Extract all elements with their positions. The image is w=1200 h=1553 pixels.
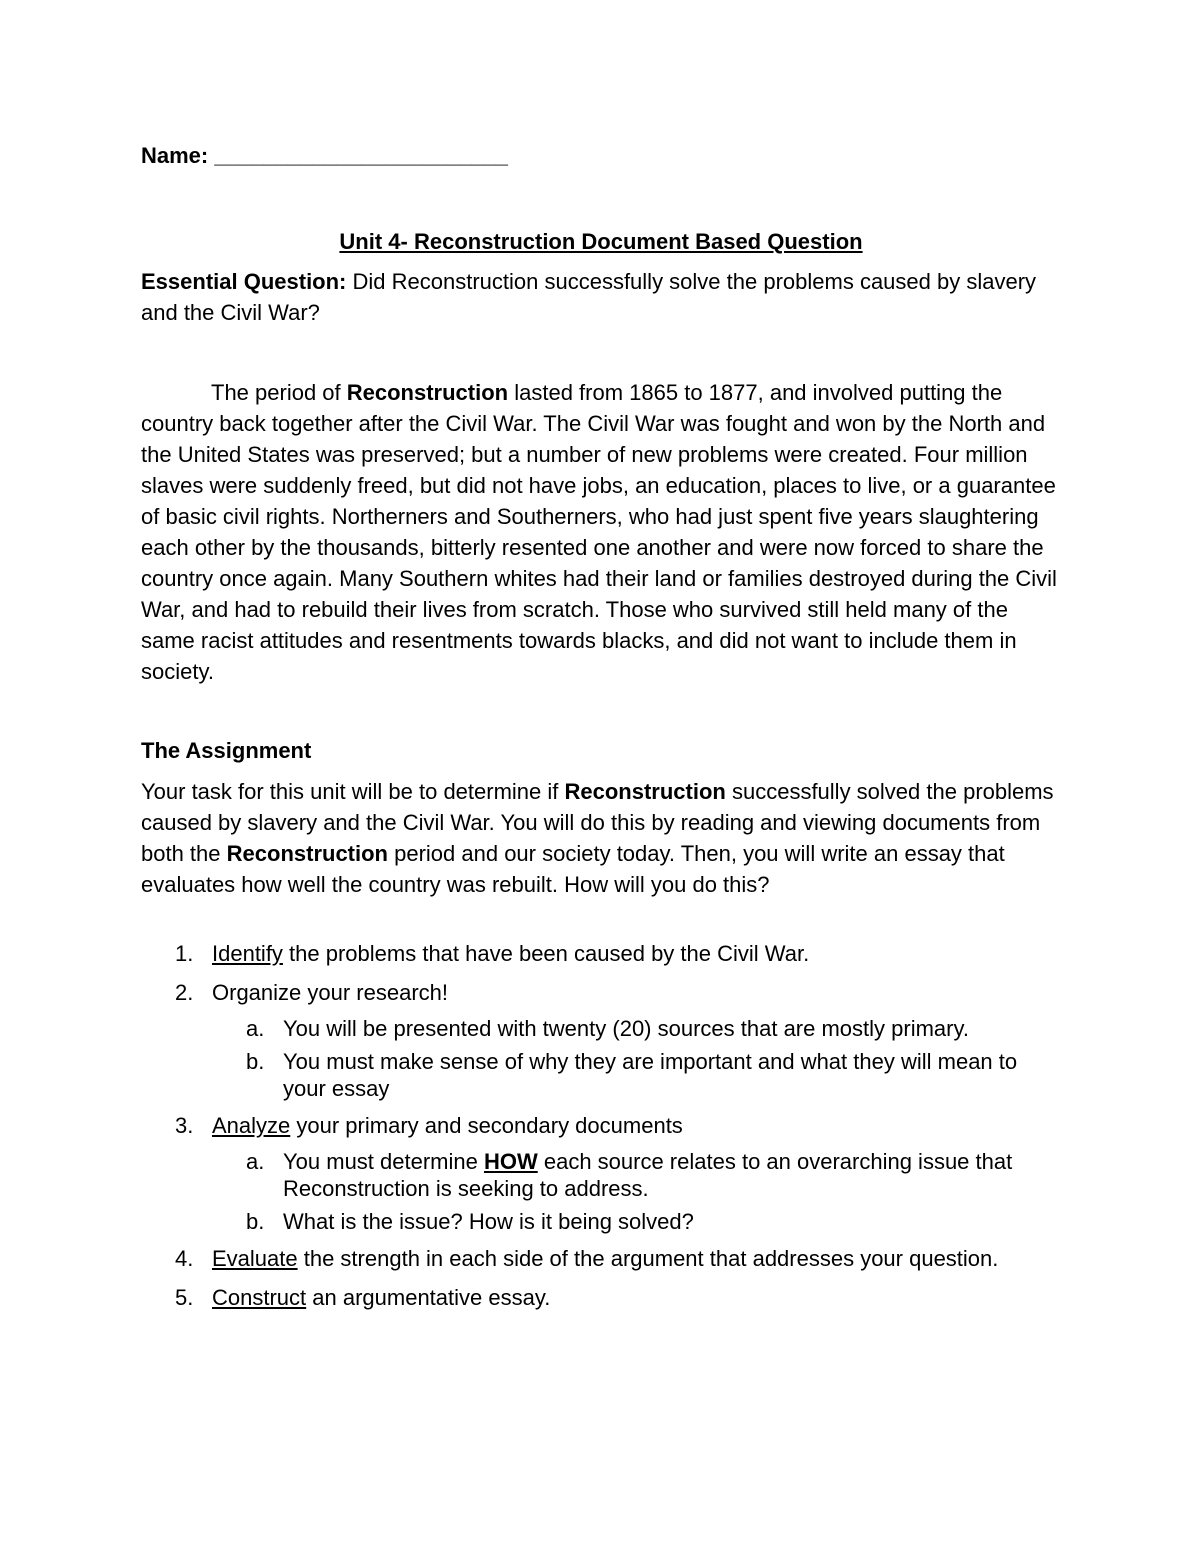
- document-page: [141, 140, 1061, 1321]
- step-keyword: Identify: [212, 941, 283, 966]
- step-keyword: Construct: [212, 1285, 307, 1310]
- sub-letter: b.: [246, 1209, 265, 1234]
- step-item: [141, 1243, 1061, 1274]
- step-number: 4.: [175, 1246, 194, 1271]
- step-text: the problems that have been caused by the Civil War.: [282, 941, 810, 966]
- essential-question-label: Essential Question:: [141, 269, 347, 294]
- sub-text: You must determine: [283, 1149, 484, 1174]
- step-item: [141, 938, 1061, 969]
- page-title: Unit 4- Reconstruction Document Based Question: [339, 229, 863, 254]
- sub-list: [212, 1015, 1061, 1102]
- sub-text: each source relates to an overarching issue that Reconstruction is seeking to address.: [283, 1149, 1013, 1201]
- sub-emphasis: HOW: [483, 1149, 538, 1174]
- essential-question: [141, 266, 1061, 328]
- sub-letter: a.: [246, 1016, 265, 1041]
- sub-list: [212, 1148, 1061, 1235]
- sub-item: [212, 1015, 1061, 1042]
- sub-text: You must make sense of why they are important and what they will mean to your essay: [283, 1049, 1018, 1101]
- sub-item: [212, 1208, 1061, 1235]
- assignment-text-1: Your task for this unit will be to determine if: [141, 779, 565, 804]
- step-number: 3.: [175, 1113, 194, 1138]
- intro-bold-term: Reconstruction: [346, 380, 509, 405]
- sub-letter: a.: [246, 1149, 265, 1174]
- sub-item: [212, 1048, 1061, 1102]
- assignment-heading: The Assignment: [141, 738, 312, 763]
- sub-text: What is the issue? How is it being solved?: [283, 1209, 694, 1234]
- step-keyword: Evaluate: [212, 1246, 298, 1271]
- intro-paragraph: [141, 377, 1061, 687]
- name-field-label: Name: ________________________: [141, 143, 509, 168]
- steps-list: [141, 938, 1061, 1313]
- assignment-paragraph: [141, 776, 1061, 900]
- step-number: 2.: [175, 980, 194, 1005]
- intro-text-1: The period of: [211, 380, 347, 405]
- step-item: [141, 1110, 1061, 1235]
- step-text: the strength in each side of the argument that addresses your question.: [297, 1246, 999, 1271]
- step-text: an argumentative essay.: [306, 1285, 551, 1310]
- step-text: your primary and secondary documents: [290, 1113, 683, 1138]
- step-item: [141, 1282, 1061, 1313]
- assignment-text-2: successfully solved the problems caused by slavery and the Civil War. You will do this by reading and viewing documents from both the: [141, 779, 1054, 866]
- assignment-bold-1: Reconstruction: [564, 779, 726, 804]
- sub-letter: b.: [246, 1049, 265, 1074]
- step-text: Organize your research!: [212, 980, 448, 1005]
- step-number: 5.: [175, 1285, 194, 1310]
- essential-question-text: Did Reconstruction successfully solve the problems caused by slavery and the Civil War?: [141, 269, 1037, 325]
- step-keyword: Analyze: [212, 1113, 291, 1138]
- sub-item: [212, 1148, 1061, 1202]
- assignment-text-3: period and our society today. Then, you will write an essay that evaluates how well the country was rebuilt. How will you do this?: [141, 841, 1005, 897]
- sub-text: You will be presented with twenty (20) sources that are mostly primary.: [283, 1016, 969, 1041]
- step-item: [141, 977, 1061, 1102]
- assignment-bold-2: Reconstruction: [226, 841, 388, 866]
- step-number: 1.: [175, 941, 194, 966]
- intro-text-2: lasted from 1865 to 1877, and involved putting the country back together after the Civil War. The Civil War was fought and won by the North and the United States was preserved; but a number of new problems were created. Four million slaves were suddenly freed, but did not have jobs, an education, places to live, or a guarantee of basic civil rights. Northerners and Southerners, who had just spent five years slaughtering each other by the thousands, bitterly resented one another and were now forced to share the country once again. Many Southern whites had their land or families destroyed during the Civil War, and had to rebuild their lives from scratch. Those who survived still held many of the same racist attitudes and resentments towards blacks, and did not want to include them in society.: [141, 380, 1057, 684]
